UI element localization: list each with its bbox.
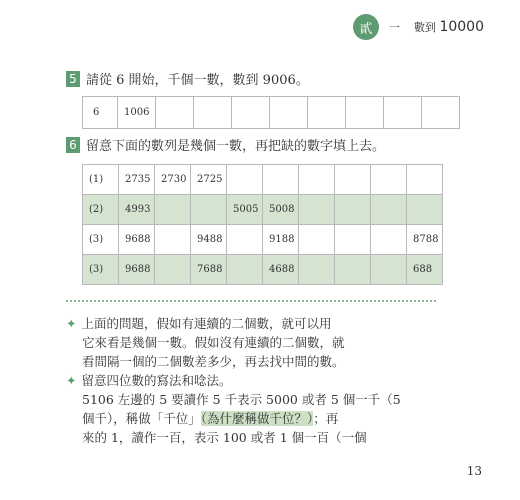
body-text: ；再 [313, 411, 339, 426]
table-cell[interactable] [194, 97, 232, 129]
table-row [83, 97, 460, 129]
page-number: 13 [466, 464, 482, 478]
row-label: (1) [83, 165, 119, 195]
table-cell[interactable] [270, 97, 308, 129]
table-cell[interactable]: 6 [83, 97, 118, 129]
table-cell[interactable]: 688 [407, 255, 443, 285]
table-row [83, 255, 443, 285]
table-cell[interactable]: 9488 [191, 225, 227, 255]
table-cell[interactable] [227, 225, 263, 255]
table-cell[interactable] [299, 255, 335, 285]
table-cell[interactable] [227, 255, 263, 285]
table-cell[interactable] [384, 97, 422, 129]
table-cell[interactable] [299, 225, 335, 255]
row-label: (3) [83, 255, 119, 285]
table-cell[interactable] [155, 225, 191, 255]
table-cell[interactable] [299, 195, 335, 225]
chapter-badge: 貳 [353, 14, 379, 40]
table-cell[interactable] [335, 165, 371, 195]
table-cell[interactable] [407, 195, 443, 225]
table-cell[interactable]: 4688 [263, 255, 299, 285]
body-line: 來的 1，讀作一百，表示 100 或者 1 個一百（一個 [82, 430, 367, 445]
table-cell[interactable] [371, 225, 407, 255]
table-cell[interactable] [371, 195, 407, 225]
table-cell[interactable]: 8788 [407, 225, 443, 255]
table-cell[interactable]: 4993 [119, 195, 155, 225]
table-cell[interactable] [227, 165, 263, 195]
highlighted-question: （為什麼稱做千位？） [200, 411, 314, 426]
note-line: 它來看是幾個一數。假如沒有連續的二個數，就 [82, 335, 345, 350]
table-cell[interactable]: 2730 [155, 165, 191, 195]
body-line [66, 409, 458, 428]
table-row [83, 165, 443, 195]
question-6-table [82, 164, 443, 285]
table-cell[interactable]: 9188 [263, 225, 299, 255]
bullet-icon: ✦ [66, 373, 77, 388]
table-row [83, 225, 443, 255]
table-cell[interactable]: 5008 [263, 195, 299, 225]
table-cell[interactable] [335, 255, 371, 285]
table-cell[interactable] [299, 165, 335, 195]
table-cell[interactable] [371, 255, 407, 285]
table-row [83, 195, 443, 225]
table-cell[interactable]: 7688 [191, 255, 227, 285]
section-divider [66, 300, 436, 302]
body-text: 個千），稱做「千位」 [82, 411, 201, 426]
table-cell[interactable]: 2725 [191, 165, 227, 195]
table-cell[interactable]: 1006 [118, 97, 156, 129]
note-line: 看間隔一個的二個數差多少，再去找中間的數。 [82, 354, 345, 369]
table-cell[interactable] [232, 97, 270, 129]
table-cell[interactable]: 9688 [119, 225, 155, 255]
table-cell[interactable] [308, 97, 346, 129]
chapter-title-text: 數到 [413, 21, 436, 34]
bullet-icon: ✦ [66, 316, 77, 331]
question-5 [66, 69, 309, 88]
question-6-text: 留意下面的數列是幾個一數，再把缺的數字填上去。 [86, 139, 386, 154]
question-6 [66, 135, 385, 154]
table-cell[interactable]: 2735 [119, 165, 155, 195]
note-line [66, 371, 458, 390]
table-cell[interactable]: 9688 [119, 255, 155, 285]
note-text: 上面的問題，假如有連續的二個數，就可以用 [81, 316, 332, 331]
table-cell[interactable] [407, 165, 443, 195]
table-cell[interactable] [156, 97, 194, 129]
table-cell[interactable] [335, 225, 371, 255]
question-5-number: 5 [66, 71, 80, 87]
chapter-title-number: 10000 [439, 19, 484, 35]
question-6-number: 6 [66, 137, 80, 153]
notes-section [66, 314, 458, 447]
table-cell[interactable] [346, 97, 384, 129]
table-cell[interactable]: 5005 [227, 195, 263, 225]
table-cell[interactable] [155, 255, 191, 285]
note-text: 留意四位數的寫法和唸法。 [81, 373, 232, 388]
question-5-text: 請從 6 開始，千個一數，數到 9006。 [86, 73, 309, 88]
question-5-table [82, 96, 460, 129]
body-line: 5106 左邊的 5 要讀作 5 千表示 5000 或者 5 個一千（5 [82, 392, 401, 407]
table-cell[interactable] [263, 165, 299, 195]
chapter-title [389, 19, 484, 35]
row-label: (3) [83, 225, 119, 255]
row-label: (2) [83, 195, 119, 225]
note-line [66, 314, 458, 333]
table-cell[interactable] [371, 165, 407, 195]
chapter-number: 一 [388, 21, 400, 34]
chapter-header [353, 14, 484, 40]
table-cell[interactable] [191, 195, 227, 225]
table-cell[interactable] [155, 195, 191, 225]
table-cell[interactable] [422, 97, 460, 129]
table-cell[interactable] [335, 195, 371, 225]
